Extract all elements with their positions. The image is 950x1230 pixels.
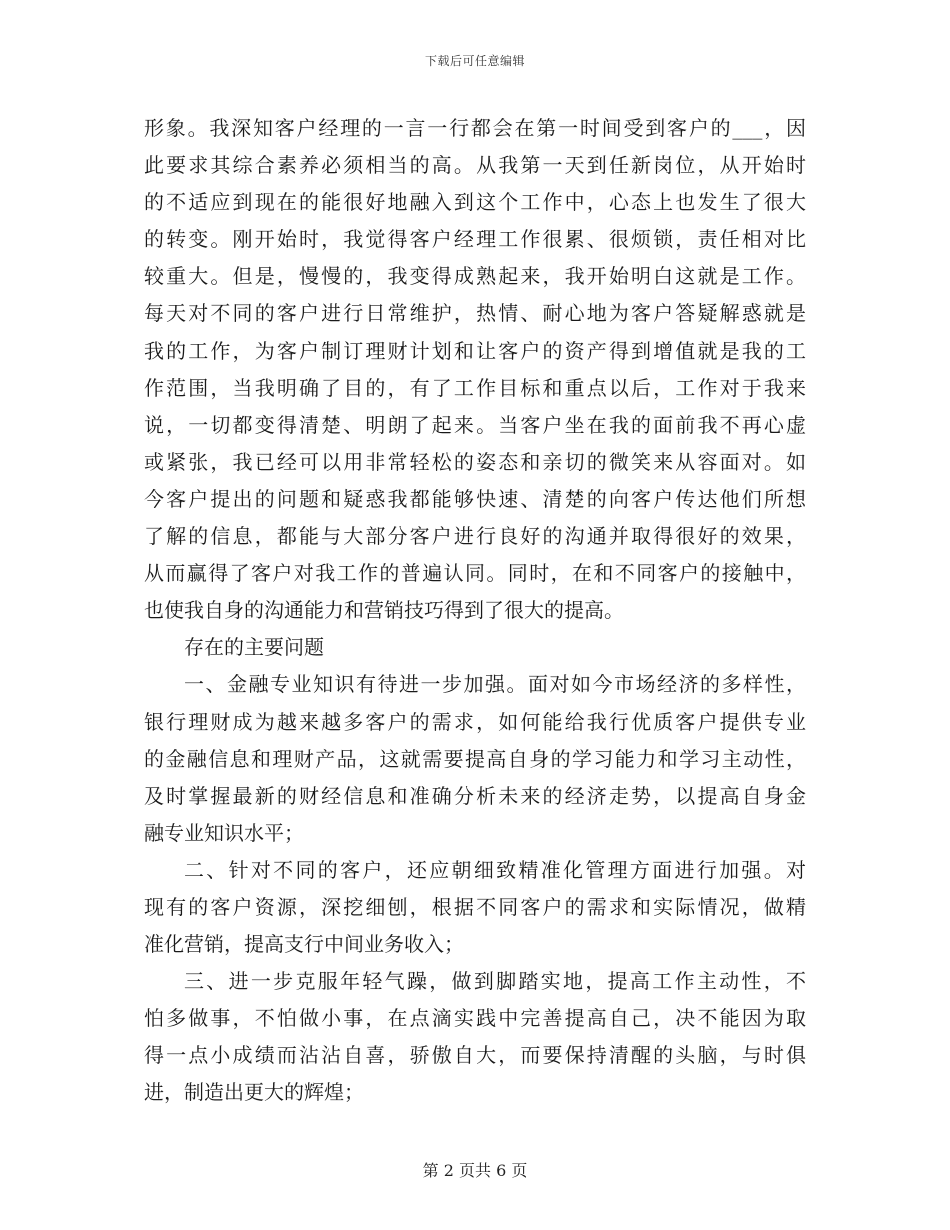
text-line: 了解的信息，都能与大部分客户进行良好的沟通并取得很好的效果，	[144, 524, 806, 549]
text-line: 作范围，当我明确了目的，有了工作目标和重点以后，工作对于我来	[144, 375, 806, 400]
text-line: 现有的客户资源，深挖细刨，根据不同客户的需求和实际情况，做精	[144, 894, 806, 919]
text-line: 三、进一步克服年轻气躁，做到脚踏实地，提高工作主动性，不	[184, 969, 806, 994]
text-line: 得一点小成绩而沾沾自喜，骄傲自大，而要保持清醒的头脑，与时俱	[144, 1043, 806, 1068]
text-line: 进，制造出更大的辉煌；	[144, 1080, 364, 1105]
text-line: 二、针对不同的客户，还应朝细致精准化管理方面进行加强。对	[184, 857, 806, 882]
text-line: 我的工作，为客户制订理财计划和让客户的资产得到增值就是我的工	[144, 338, 806, 363]
text-line: 从而赢得了客户对我工作的普遍认同。同时，在和不同客户的接触中，	[144, 561, 806, 586]
text-line: 此要求其综合素养必须相当的高。从我第一天到任新岗位，从开始时	[144, 153, 806, 178]
text-line: 银行理财成为越来越多客户的需求，如何能给我行优质客户提供专业	[144, 709, 806, 734]
text-line: 每天对不同的客户进行日常维护，热情、耐心地为客户答疑解惑就是	[144, 301, 806, 326]
text-line: 准化营销，提高支行中间业务收入；	[144, 932, 464, 957]
text-line: 或紧张，我已经可以用非常轻松的姿态和亲切的微笑来从容面对。如	[144, 449, 806, 474]
text-line: 的不适应到现在的能很好地融入到这个工作中，心态上也发生了很大	[144, 190, 806, 215]
text-line: 今客户提出的问题和疑惑我都能够快速、清楚的向客户传达他们所想	[144, 486, 806, 511]
document-body	[144, 110, 806, 1112]
text-line: 及时掌握最新的财经信息和准确分析未来的经济走势，以提高自身金	[144, 783, 806, 808]
section-heading: 存在的主要问题	[184, 635, 324, 660]
text-line: 形象。我深知客户经理的一言一行都会在第一时间受到客户的___，因	[144, 116, 806, 140]
text-line: 融专业知识水平；	[144, 820, 304, 845]
text-line: 的转变。刚开始时，我觉得客户经理工作很累、很烦锁，责任相对比	[144, 227, 806, 252]
text-line: 的金融信息和理财产品，这就需要提高自身的学习能力和学习主动性，	[144, 746, 806, 771]
text-line: 说，一切都变得清楚、明朗了起来。当客户坐在我的面前我不再心虚	[144, 412, 806, 437]
text-line: 较重大。但是，慢慢的，我变得成熟起来，我开始明白这就是工作。	[144, 264, 806, 289]
text-line: 一、金融专业知识有待进一步加强。面对如今市场经济的多样性，	[184, 672, 806, 697]
text-line: 怕多做事，不怕做小事，在点滴实践中完善提高自己，决不能因为取	[144, 1006, 806, 1031]
text-line: 也使我自身的沟通能力和营销技巧得到了很大的提高。	[144, 598, 624, 623]
page-footer: 第 2 页共 6 页	[422, 1161, 528, 1180]
page-header: 下载后可任意编辑	[424, 54, 525, 68]
